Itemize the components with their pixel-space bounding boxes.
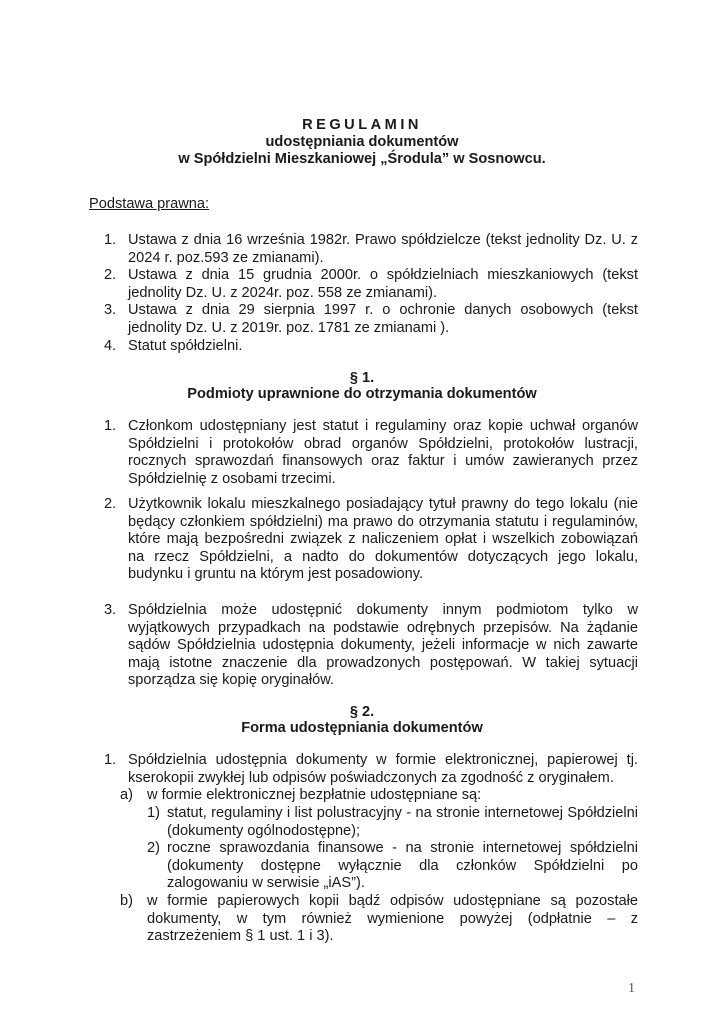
sublist-a-items: [147, 805, 638, 893]
list-item-number: 2): [147, 840, 160, 857]
list-item-number: 3.: [104, 302, 117, 319]
list-item-number: 1): [147, 805, 160, 821]
list-item: [104, 602, 638, 690]
list-item: [147, 805, 638, 840]
list-item-number: 1.: [104, 232, 117, 248]
section-1-list: [104, 418, 638, 488]
section-1-list: [104, 496, 638, 584]
list-item-text: Spółdzielnia może udostępnić dokumenty innym podmiotom tylko w wyjątkowych przypadkach na podstawie odrębnych przepisów. Na żądanie sądów Spółdzielnia udostępnia dokumenty, jeżeli informacje w nich zawarte mają istotne znaczenie dla prowadzonych postępowań. W takiej sytuacji sporządza się kopię oryginałów.: [128, 602, 638, 689]
list-item: [104, 338, 638, 356]
list-item-text: statut, regulaminy i list polustracyjny - na stronie internetowej Spółdzielni (dokumenty ogólnodostępne);: [167, 805, 638, 839]
document-subtitle: udostępniania dokumentów: [265, 134, 459, 150]
list-item: [120, 893, 638, 946]
list-item-text: roczne sprawozdania finansowe - na stronie internetowej spółdzielni (dokumenty dostępne wyłącznie dla członków Spółdzielni po zalogowaniu w serwisie „iAS”).: [167, 840, 638, 892]
list-item-text: w formie elektronicznej bezpłatnie udostępniane są:: [147, 787, 482, 803]
section-2-list: [104, 752, 638, 787]
list-item-number: 1.: [104, 418, 117, 434]
document-title: REGULAMIN: [302, 117, 422, 133]
list-item: [120, 787, 638, 805]
list-item-label: b): [120, 893, 133, 909]
section-1-title: Podmioty uprawnione do otrzymania dokumentów: [187, 386, 537, 402]
list-item-number: 2.: [104, 267, 117, 284]
list-item-text: Ustawa z dnia 16 września 1982r. Prawo spółdzielcze (tekst jednolity Dz. U. z 2024 r. poz.593 ze zmianami).: [128, 232, 638, 266]
list-item-text: Członkom udostępniany jest statut i regulaminy oraz kopie uchwał organów Spółdzielni i protokołów obrad organów Spółdzielni, protokołów lustracji, rocznych sprawozdań finansowych oraz faktur i umów zawieranych przez Spółdzielnię z osobami trzecimi.: [128, 418, 638, 487]
list-item-text: Ustawa z dnia 29 sierpnia 1997 r. o ochronie danych osobowych (tekst jednolity Dz. U. z 2019r. poz. 1781 ze zmianami ).: [128, 302, 638, 336]
list-item-number: 2.: [104, 496, 117, 512]
list-item: [104, 418, 638, 488]
list-item: [104, 302, 638, 337]
sublist-b: [120, 893, 638, 946]
list-item-number: 1.: [104, 752, 117, 768]
list-item-text: Spółdzielnia udostępnia dokumenty w formie elektronicznej, papierowej tj. kserokopii zwykłej lub odpisów poświadczonych za zgodność z oryginałem.: [128, 752, 638, 786]
list-item: [104, 267, 638, 302]
section-2-mark: § 2.: [349, 704, 375, 720]
list-item-text: Statut spółdzielni.: [128, 337, 243, 354]
list-item: [104, 752, 638, 787]
list-item: [147, 840, 638, 893]
legal-basis-heading: Podstawa prawna:: [89, 196, 210, 212]
list-item-text: w formie papierowych kopii bądź odpisów udostępniane są pozostałe dokumenty, w tym również wymienione powyżej (odpłatnie – z zastrzeżeniem § 1 ust. 1 i 3).: [147, 893, 638, 945]
list-item: [104, 496, 638, 584]
document-subtitle-organization: w Spółdzielni Mieszkaniowej „Środula” w Sosnowcu.: [178, 151, 546, 167]
list-item: [104, 232, 638, 267]
list-item-number: 3.: [104, 602, 117, 618]
sublist-a: [120, 787, 638, 805]
section-1-mark: § 1.: [349, 370, 375, 386]
list-item-number: 4.: [104, 337, 117, 354]
list-item-text: Ustawa z dnia 15 grudnia 2000r. o spółdzielniach mieszkaniowych (tekst jednolity Dz. U. z 2024r. poz. 558 ze zmianami).: [128, 267, 638, 301]
legal-basis-list: [104, 232, 638, 355]
page-number: 1: [628, 981, 635, 996]
section-1-list: [104, 602, 638, 690]
list-item-label: a): [120, 787, 133, 803]
list-item-text: Użytkownik lokalu mieszkalnego posiadający tytuł prawny do tego lokalu (nie będący członkiem spółdzielni) ma prawo do otrzymania statutu i regulaminów, które mają bezpośredni związek z naliczeniem opłat i wszelkich zobowiązań na rzecz Spółdzielni, a nadto do dokumentów dotyczących jego lokalu, budynku i gruntu na którym jest posadowiony.: [128, 496, 638, 583]
section-2-title: Forma udostępniania dokumentów: [241, 720, 483, 736]
